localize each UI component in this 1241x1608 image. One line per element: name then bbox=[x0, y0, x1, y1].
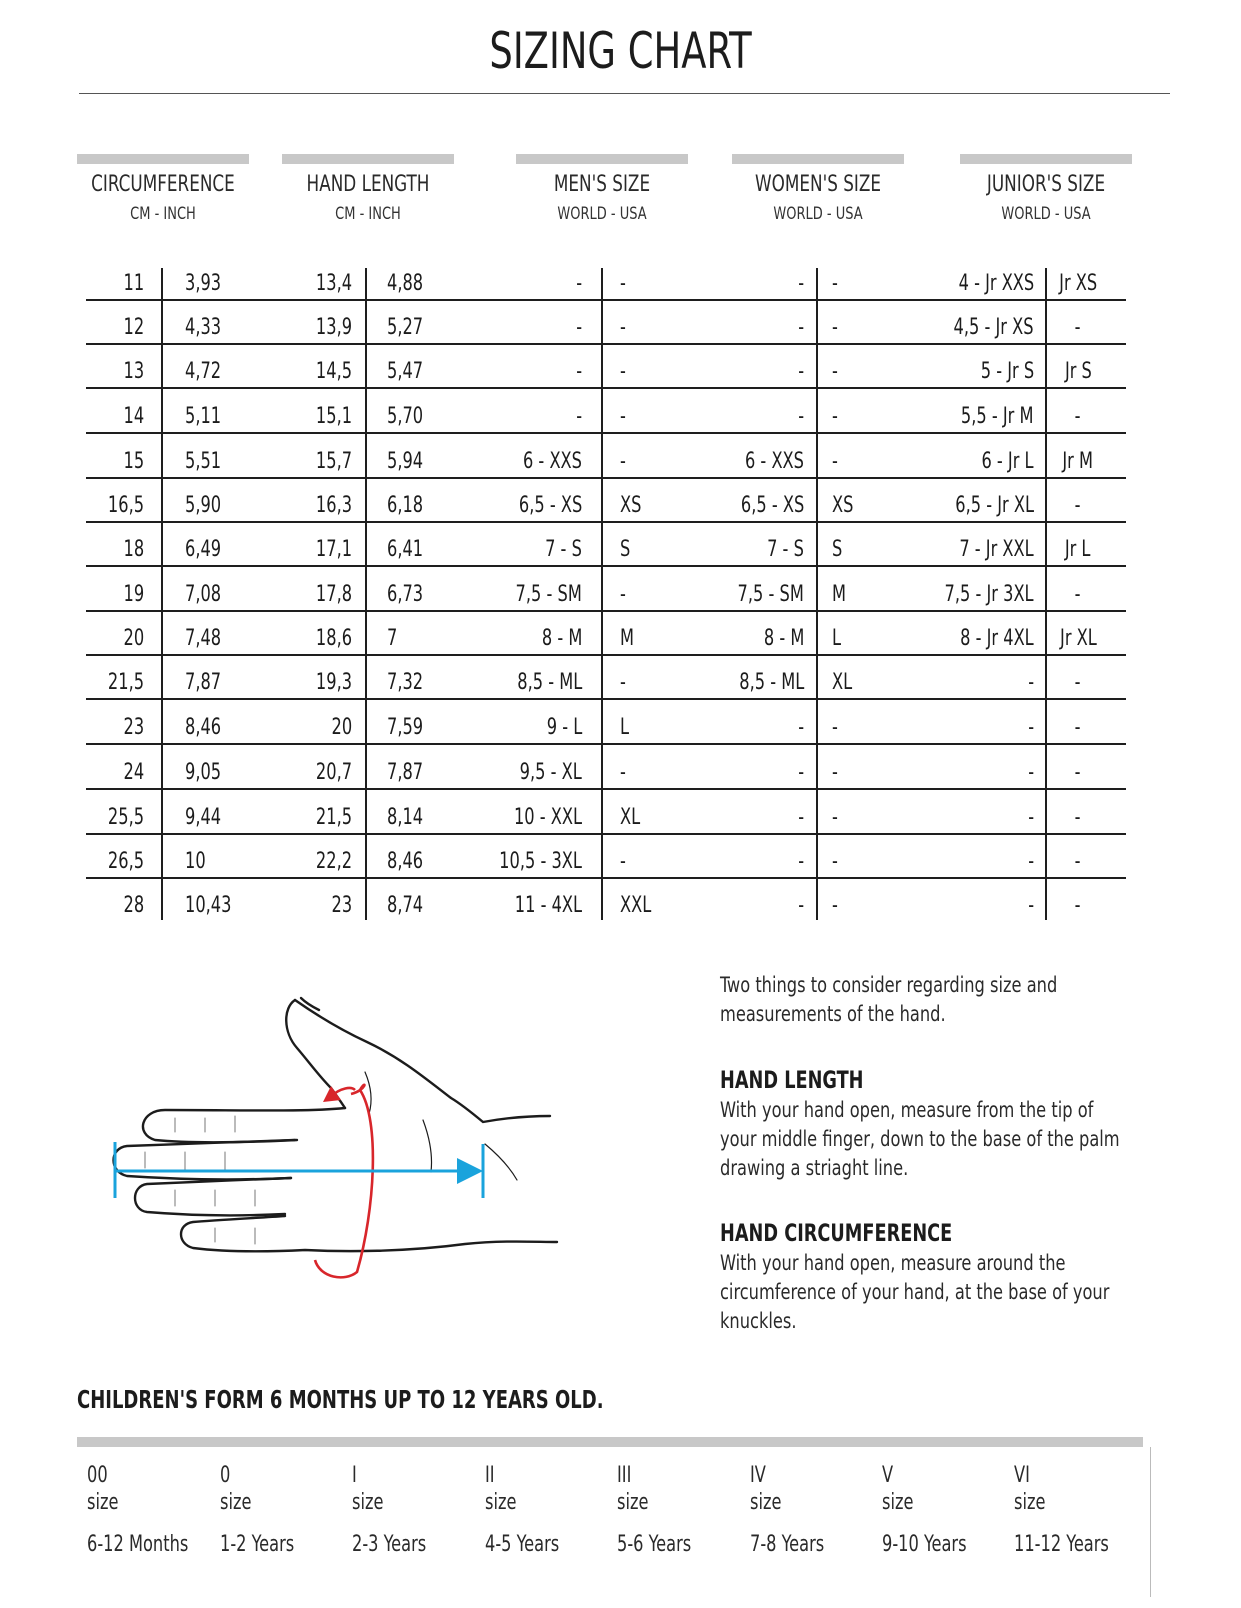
cell-juniors-usa: - bbox=[1075, 582, 1081, 607]
cell-womens-world: - bbox=[798, 893, 804, 918]
cell-juniors-usa: - bbox=[1075, 493, 1081, 518]
cell-juniors-world: - bbox=[1028, 670, 1034, 695]
cell-circ-cm: 19 bbox=[123, 582, 144, 607]
header-juniors-size: JUNIOR'S SIZE bbox=[986, 172, 1106, 197]
cell-womens-world: - bbox=[798, 849, 804, 874]
cell-circ-inch: 9,05 bbox=[185, 760, 222, 785]
cell-length-cm: 13,9 bbox=[315, 315, 352, 340]
cell-mens-usa: - bbox=[620, 315, 626, 340]
cell-circ-inch: 5,51 bbox=[185, 449, 222, 474]
children-roman: III bbox=[617, 1463, 632, 1488]
children-roman: V bbox=[882, 1463, 894, 1488]
children-size-item bbox=[87, 1462, 219, 1560]
hand-circumference-text: With your hand open, measure around the circumference of your hand, at the base of your knuckles. bbox=[720, 1251, 1110, 1333]
header-womens-size: WOMEN'S SIZE bbox=[754, 172, 882, 197]
cell-circ-inch: 9,44 bbox=[185, 805, 222, 830]
cell-circ-inch: 10,43 bbox=[185, 893, 232, 918]
cell-circ-cm: 25,5 bbox=[107, 805, 144, 830]
row-divider bbox=[86, 610, 1126, 612]
cell-mens-world: 9 - L bbox=[546, 715, 582, 740]
cell-length-cm: 17,8 bbox=[315, 582, 352, 607]
cell-juniors-usa: - bbox=[1075, 670, 1081, 695]
cell-mens-world: 11 - 4XL bbox=[514, 893, 582, 918]
row-divider bbox=[86, 387, 1126, 389]
cell-length-inch: 7,59 bbox=[387, 715, 424, 740]
cell-womens-usa: - bbox=[832, 849, 838, 874]
cell-womens-usa: - bbox=[832, 893, 838, 918]
children-age: 1-2 Years bbox=[220, 1532, 295, 1557]
cell-mens-usa: M bbox=[620, 626, 635, 651]
cell-juniors-usa: Jr L bbox=[1065, 537, 1091, 562]
cell-mens-world: 7 - S bbox=[545, 537, 582, 562]
children-size: size bbox=[617, 1490, 649, 1515]
cell-juniors-usa: Jr XL bbox=[1059, 626, 1097, 651]
cell-womens-usa: L bbox=[832, 626, 842, 651]
children-size: size bbox=[882, 1490, 914, 1515]
cell-length-cm: 13,4 bbox=[315, 271, 352, 296]
cell-length-cm: 14,5 bbox=[315, 359, 352, 384]
cell-circ-cm: 26,5 bbox=[107, 849, 144, 874]
cell-circ-cm: 21,5 bbox=[107, 670, 144, 695]
row-divider bbox=[86, 343, 1126, 345]
cell-circ-cm: 16,5 bbox=[107, 493, 144, 518]
cell-length-cm: 15,1 bbox=[315, 404, 352, 429]
children-age: 11-12 Years bbox=[1014, 1532, 1109, 1557]
children-age: 5-6 Years bbox=[617, 1532, 692, 1557]
cell-circ-cm: 15 bbox=[123, 449, 144, 474]
cell-womens-usa: XS bbox=[832, 493, 854, 518]
cell-mens-world: 6 - XXS bbox=[522, 449, 582, 474]
cell-womens-world: 6,5 - XS bbox=[740, 493, 804, 518]
row-divider bbox=[86, 565, 1126, 567]
cell-length-inch: 5,27 bbox=[387, 315, 424, 340]
cell-womens-world: - bbox=[798, 315, 804, 340]
cell-mens-world: 8,5 - ML bbox=[516, 670, 582, 695]
cell-juniors-world: - bbox=[1028, 805, 1034, 830]
children-size-item bbox=[220, 1462, 352, 1560]
header-mens-size: MEN'S SIZE bbox=[553, 172, 651, 197]
cell-juniors-world: - bbox=[1028, 893, 1034, 918]
cell-womens-world: 7 - S bbox=[767, 537, 804, 562]
children-table-border bbox=[1150, 1447, 1151, 1597]
cell-womens-usa: - bbox=[832, 715, 838, 740]
children-roman: 0 bbox=[220, 1463, 231, 1488]
cell-length-cm: 17,1 bbox=[315, 537, 352, 562]
cell-length-cm: 18,6 bbox=[315, 626, 352, 651]
children-age: 2-3 Years bbox=[352, 1532, 427, 1557]
cell-juniors-world: 5 - Jr S bbox=[980, 359, 1034, 384]
cell-juniors-world: - bbox=[1028, 760, 1034, 785]
cell-juniors-world: - bbox=[1028, 715, 1034, 740]
cell-length-cm: 19,3 bbox=[315, 670, 352, 695]
children-size-item bbox=[1014, 1462, 1146, 1560]
cell-juniors-usa: - bbox=[1075, 805, 1081, 830]
cell-womens-usa: - bbox=[832, 760, 838, 785]
children-size-item bbox=[882, 1462, 1014, 1560]
cell-circ-cm: 12 bbox=[123, 315, 144, 340]
cell-mens-world: - bbox=[576, 404, 582, 429]
header-hand-length: HAND LENGTH bbox=[306, 172, 430, 197]
cell-circ-cm: 20 bbox=[123, 626, 144, 651]
cell-mens-world: 6,5 - XS bbox=[518, 493, 582, 518]
header-mens-size-units: WORLD - USA bbox=[557, 204, 647, 224]
header-womens-size-units: WORLD - USA bbox=[773, 204, 863, 224]
cell-circ-cm: 18 bbox=[123, 537, 144, 562]
info-intro: Two things to consider regarding size and measurements of the hand. bbox=[720, 973, 1058, 1026]
hand-length-text: With your hand open, measure from the tip of your middle finger, down to the base of the palm drawing a striaght line. bbox=[720, 1098, 1120, 1180]
row-divider bbox=[86, 654, 1126, 656]
cell-womens-world: - bbox=[798, 715, 804, 740]
cell-womens-world: 6 - XXS bbox=[744, 449, 804, 474]
cell-womens-usa: S bbox=[832, 537, 843, 562]
children-size: size bbox=[1014, 1490, 1046, 1515]
cell-juniors-world: 4 - Jr XXS bbox=[958, 271, 1034, 296]
cell-circ-cm: 23 bbox=[123, 715, 144, 740]
cell-mens-usa: - bbox=[620, 582, 626, 607]
cell-length-inch: 4,88 bbox=[387, 271, 424, 296]
cell-juniors-world: 6,5 - Jr XL bbox=[955, 493, 1034, 518]
cell-womens-usa: M bbox=[832, 582, 847, 607]
cell-length-inch: 6,41 bbox=[387, 537, 424, 562]
cell-circ-inch: 4,72 bbox=[185, 359, 222, 384]
cell-mens-world: 7,5 - SM bbox=[515, 582, 582, 607]
cell-mens-world: 9,5 - XL bbox=[519, 760, 582, 785]
cell-length-cm: 20,7 bbox=[315, 760, 352, 785]
cell-circ-cm: 11 bbox=[123, 271, 144, 296]
row-divider bbox=[86, 432, 1126, 434]
cell-juniors-world: 5,5 - Jr M bbox=[961, 404, 1034, 429]
header-circumference-units: CM - INCH bbox=[130, 204, 196, 224]
cell-length-cm: 16,3 bbox=[315, 493, 352, 518]
hand-length-heading: HAND LENGTH bbox=[720, 1066, 864, 1094]
cell-womens-world: - bbox=[798, 805, 804, 830]
column-divider bbox=[1045, 268, 1047, 920]
cell-mens-usa: XS bbox=[620, 493, 642, 518]
cell-mens-world: - bbox=[576, 315, 582, 340]
cell-juniors-world: - bbox=[1028, 849, 1034, 874]
cell-juniors-usa: Jr XS bbox=[1058, 271, 1098, 296]
cell-circ-inch: 5,11 bbox=[185, 404, 222, 429]
cell-mens-usa: - bbox=[620, 760, 626, 785]
cell-length-inch: 5,70 bbox=[387, 404, 424, 429]
cell-length-cm: 23 bbox=[331, 893, 352, 918]
row-divider bbox=[86, 299, 1126, 301]
row-divider bbox=[86, 788, 1126, 790]
column-divider bbox=[365, 268, 367, 920]
cell-circ-inch: 7,08 bbox=[185, 582, 222, 607]
cell-mens-usa: XXL bbox=[620, 893, 652, 918]
cell-juniors-usa: - bbox=[1075, 404, 1081, 429]
cell-womens-usa: - bbox=[832, 449, 838, 474]
children-size: size bbox=[220, 1490, 252, 1515]
cell-juniors-usa: Jr S bbox=[1064, 359, 1092, 384]
cell-mens-world: 10 - XXL bbox=[513, 805, 582, 830]
cell-circ-cm: 14 bbox=[123, 404, 144, 429]
cell-womens-usa: XL bbox=[832, 670, 853, 695]
children-size-item bbox=[352, 1462, 484, 1560]
cell-circ-inch: 3,93 bbox=[185, 271, 222, 296]
children-age: 9-10 Years bbox=[882, 1532, 967, 1557]
cell-mens-world: - bbox=[576, 359, 582, 384]
cell-circ-inch: 5,90 bbox=[185, 493, 222, 518]
children-section-title: CHILDREN'S FORM 6 MONTHS UP TO 12 YEARS OLD. bbox=[77, 1385, 604, 1414]
cell-womens-world: 8 - M bbox=[763, 626, 804, 651]
cell-mens-usa: XL bbox=[620, 805, 641, 830]
children-roman: IV bbox=[750, 1463, 766, 1488]
children-roman: I bbox=[352, 1463, 357, 1488]
cell-length-inch: 5,94 bbox=[387, 449, 424, 474]
cell-womens-usa: - bbox=[832, 359, 838, 384]
circumference-arrow bbox=[315, 1085, 373, 1278]
cell-mens-usa: - bbox=[620, 404, 626, 429]
cell-mens-usa: - bbox=[620, 849, 626, 874]
cell-juniors-world: 8 - Jr 4XL bbox=[960, 626, 1034, 651]
hand-measurement-illustration bbox=[105, 990, 575, 1290]
cell-womens-usa: - bbox=[832, 271, 838, 296]
cell-juniors-usa: - bbox=[1075, 315, 1081, 340]
cell-circ-inch: 7,48 bbox=[185, 626, 222, 651]
cell-circ-inch: 7,87 bbox=[185, 670, 222, 695]
row-divider bbox=[86, 833, 1126, 835]
children-age: 6-12 Months bbox=[87, 1532, 189, 1557]
cell-womens-world: 8,5 - ML bbox=[738, 670, 804, 695]
cell-juniors-world: 6 - Jr L bbox=[981, 449, 1034, 474]
cell-mens-world: 10,5 - 3XL bbox=[499, 849, 582, 874]
header-circumference: CIRCUMFERENCE bbox=[91, 172, 235, 197]
row-divider bbox=[86, 877, 1126, 879]
cell-length-inch: 6,18 bbox=[387, 493, 424, 518]
cell-mens-usa: - bbox=[620, 670, 626, 695]
row-divider bbox=[86, 743, 1126, 745]
cell-womens-usa: - bbox=[832, 805, 838, 830]
cell-womens-usa: - bbox=[832, 404, 838, 429]
cell-juniors-usa: - bbox=[1075, 849, 1081, 874]
children-size: size bbox=[750, 1490, 782, 1515]
cell-circ-cm: 13 bbox=[123, 359, 144, 384]
children-size-item bbox=[750, 1462, 882, 1560]
cell-circ-cm: 24 bbox=[123, 760, 144, 785]
row-divider bbox=[86, 521, 1126, 523]
cell-mens-world: 8 - M bbox=[541, 626, 582, 651]
cell-juniors-usa: - bbox=[1075, 893, 1081, 918]
cell-length-cm: 15,7 bbox=[315, 449, 352, 474]
cell-length-inch: 8,14 bbox=[387, 805, 424, 830]
children-roman: II bbox=[485, 1463, 495, 1488]
header-juniors-size-units: WORLD - USA bbox=[1001, 204, 1091, 224]
cell-length-cm: 20 bbox=[331, 715, 352, 740]
cell-womens-world: - bbox=[798, 760, 804, 785]
row-divider bbox=[86, 477, 1126, 479]
cell-circ-inch: 10 bbox=[185, 849, 206, 874]
children-size: size bbox=[352, 1490, 384, 1515]
children-size: size bbox=[485, 1490, 517, 1515]
cell-length-inch: 5,47 bbox=[387, 359, 424, 384]
children-header-bar bbox=[77, 1437, 1143, 1447]
cell-mens-usa: S bbox=[620, 537, 631, 562]
children-size: size bbox=[87, 1490, 119, 1515]
cell-juniors-world: 7,5 - Jr 3XL bbox=[944, 582, 1034, 607]
cell-circ-inch: 6,49 bbox=[185, 537, 222, 562]
cell-length-inch: 8,46 bbox=[387, 849, 424, 874]
cell-juniors-usa: - bbox=[1075, 715, 1081, 740]
cell-length-inch: 7 bbox=[387, 626, 398, 651]
cell-mens-usa: L bbox=[620, 715, 630, 740]
children-age: 4-5 Years bbox=[485, 1532, 560, 1557]
table-row bbox=[0, 884, 1241, 928]
cell-circ-cm: 28 bbox=[123, 893, 144, 918]
cell-circ-inch: 8,46 bbox=[185, 715, 222, 740]
column-divider bbox=[601, 268, 603, 920]
children-age: 7-8 Years bbox=[750, 1532, 825, 1557]
cell-womens-usa: - bbox=[832, 315, 838, 340]
hand-length-arrow bbox=[115, 1142, 483, 1198]
cell-juniors-world: 4,5 - Jr XS bbox=[953, 315, 1034, 340]
children-roman: VI bbox=[1014, 1463, 1030, 1488]
cell-mens-world: - bbox=[576, 271, 582, 296]
cell-length-inch: 7,87 bbox=[387, 760, 424, 785]
cell-juniors-usa: Jr M bbox=[1062, 449, 1094, 474]
cell-juniors-usa: - bbox=[1075, 760, 1081, 785]
cell-length-inch: 6,73 bbox=[387, 582, 424, 607]
cell-length-inch: 7,32 bbox=[387, 670, 424, 695]
cell-length-cm: 22,2 bbox=[315, 849, 352, 874]
cell-womens-world: - bbox=[798, 271, 804, 296]
children-roman: 00 bbox=[87, 1463, 108, 1488]
cell-womens-world: 7,5 - SM bbox=[737, 582, 804, 607]
cell-length-cm: 21,5 bbox=[315, 805, 352, 830]
column-divider bbox=[161, 268, 163, 920]
header-hand-length-units: CM - INCH bbox=[335, 204, 401, 224]
cell-juniors-world: 7 - Jr XXL bbox=[959, 537, 1034, 562]
cell-circ-inch: 4,33 bbox=[185, 315, 222, 340]
cell-mens-usa: - bbox=[620, 271, 626, 296]
column-divider bbox=[816, 268, 818, 920]
cell-mens-usa: - bbox=[620, 359, 626, 384]
cell-womens-world: - bbox=[798, 404, 804, 429]
hand-circumference-heading: HAND CIRCUMFERENCE bbox=[720, 1219, 953, 1247]
children-size-item bbox=[485, 1462, 617, 1560]
cell-mens-usa: - bbox=[620, 449, 626, 474]
row-divider bbox=[86, 698, 1126, 700]
children-size-item bbox=[617, 1462, 749, 1560]
cell-length-inch: 8,74 bbox=[387, 893, 424, 918]
page-title: SIZING CHART bbox=[489, 22, 752, 80]
cell-womens-world: - bbox=[798, 359, 804, 384]
